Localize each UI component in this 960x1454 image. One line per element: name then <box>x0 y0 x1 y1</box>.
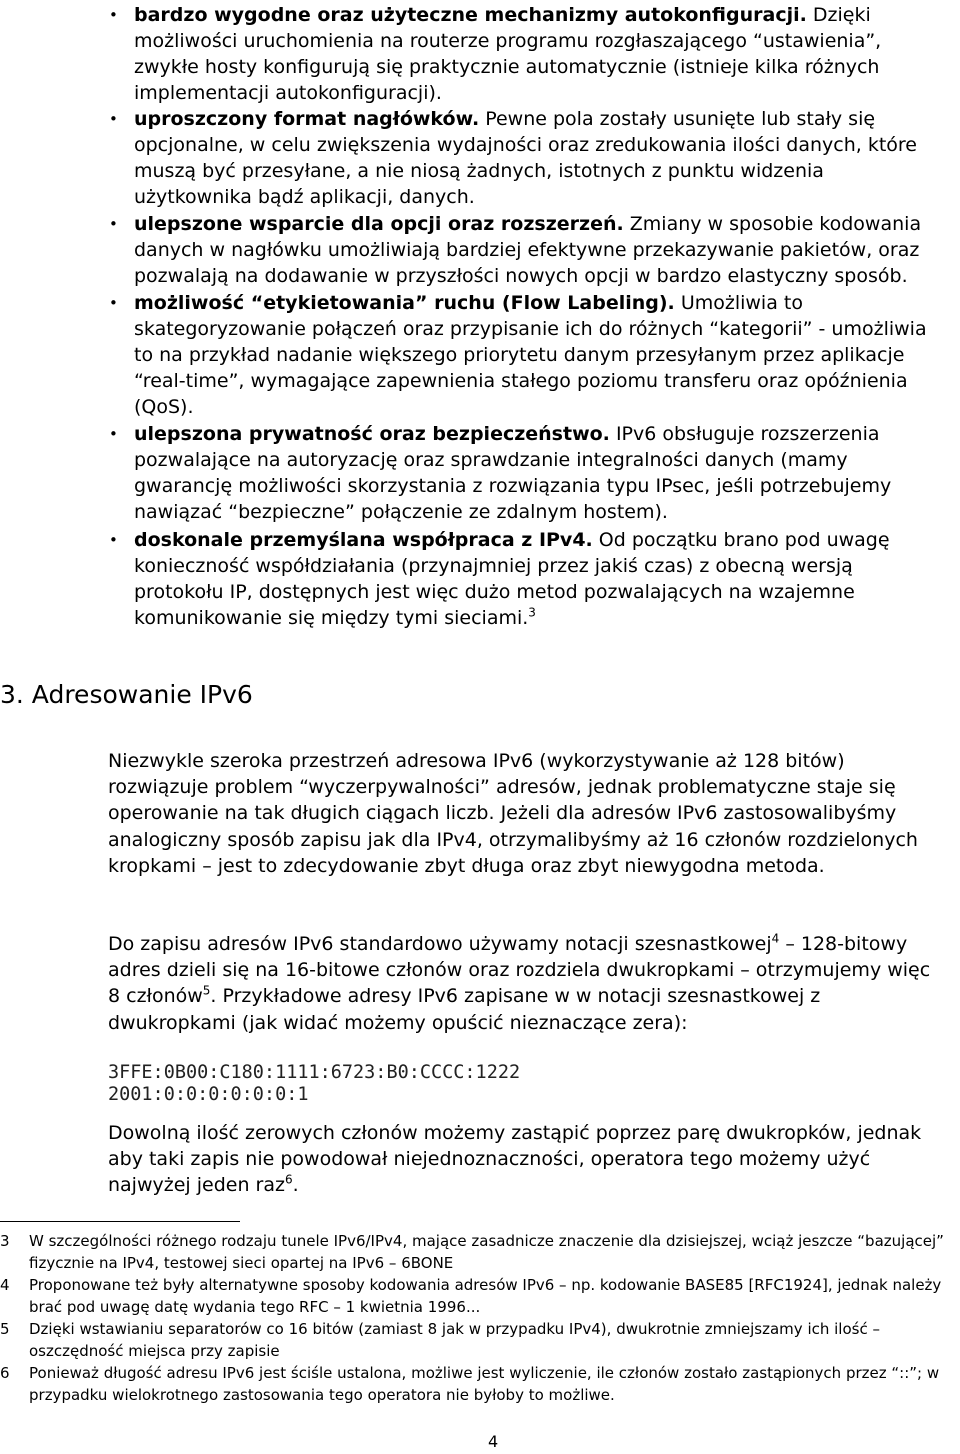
list-item <box>109 421 944 525</box>
footnote-reference: 5 <box>202 984 211 999</box>
page-number: 4 <box>488 1432 499 1451</box>
footnote-reference: 3 <box>528 605 536 620</box>
bullet-dot: • <box>109 110 118 128</box>
list-item-heading: bardzo wygodne oraz użyteczne mechanizmy autokonfiguracji. <box>134 4 807 26</box>
code-address-example: 2001:0:0:0:0:0:0:1 <box>108 1084 309 1105</box>
footnote-divider <box>0 1221 240 1222</box>
paragraph-zero-compression <box>108 1120 938 1199</box>
footnote-text: Dzięki wstawianiu separatorów co 16 bitów (zamiast 8 jak w przypadku IPv4), dwukrotnie zmniejszamy ich ilość – oszczędność miejsca przy zapisie <box>29 1320 880 1360</box>
footnote-text: Ponieważ długość adresu IPv6 jest ściśle ustalona, możliwe jest wyliczenie, ile członów zostało zastąpionych przez “::”; w przypadku wielokrotnego zastosowania tego operatora nie byłoby to możliwe. <box>29 1364 940 1404</box>
list-item-text: Zmiany w sposobie kodowania danych w nagłówku umożliwiają bardziej efektywne przekazywanie pakietów, oraz pozwalają na dodawanie w przyszłości nowych opcji w bardzo elastyczny sposób. <box>134 213 922 287</box>
footnote-reference: 4 <box>771 931 780 946</box>
paragraph-text: Do zapisu adresów IPv6 standardowo używamy notacji szesnastkowej <box>108 933 772 955</box>
paragraph-text: . <box>292 1174 299 1197</box>
paragraph-text: – 128-bitowy adres dzieli się na 16-bitowe członów oraz rozdziela dwukropkami – otrzymujemy więc 8 członów <box>108 933 931 1008</box>
list-item <box>109 527 944 631</box>
paragraph-hex-notation <box>108 931 938 1036</box>
bullet-dot: • <box>109 425 118 443</box>
list-item-text: IPv6 obsługuje rozszerzenia pozwalające na autoryzację oraz sprawdzanie integralności danych (mamy gwarancję możliwości skorzystania z rozwiązania typu IPsec, jeśli potrzebujemy nawiązać “bezpieczne” połączenie ze zdalnym hostem). <box>134 423 892 523</box>
list-item <box>109 2 944 106</box>
bullet-dot: • <box>109 531 118 549</box>
list-item-heading: uproszczony format nagłówków. <box>134 108 480 130</box>
paragraph-text: Dowolną ilość zerowych członów możemy zastąpić poprzez parę dwukropków, jednak aby taki zapis nie powodował niejednoznaczności, operatora tego możemy użyć najwyżej jeden raz <box>108 1122 922 1197</box>
list-item-text: Pewne pola zostały usunięte lub stały się opcjonalne, w celu zwiększenia wydajności oraz zredukowania ilości danych, które muszą być przesyłane, a nie niosą żadnych, istotnych z punktu widzenia użytkownika bądź aplikacji, danych. <box>134 108 917 208</box>
list-item-text: Dzięki możliwości uruchomienia na routerze programu rozgłaszającego “ustawienia”, zwykłe hosty konfigurują się praktycznie automatycznie (istnieje kilka różnych implementacji autokonfiguracji). <box>134 4 882 104</box>
list-item-text: Od początku brano pod uwagę konieczność współdziałania (przynajmniej przez jakiś czas) z obecną wersją protokołu IP, dostępnych jest więc dużo metod pozwalających na wzajemne komunikowanie się między tymi sieciami. <box>134 529 890 629</box>
code-address-example: 3FFE:0B00:C180:1111:6723:B0:CCCC:1222 <box>108 1062 521 1083</box>
paragraph-address-space: Niezwykle szeroka przestrzeń adresowa IPv6 (wykorzystywanie aż 128 bitów) rozwiązuje problem “wyczerpywalności” adresów, jednak problematyczne staje się operowanie na tak długich ciągach liczb. Jeżeli dla adresów IPv6 zastosowalibyśmy analogiczny sposób zapisu jak dla IPv4, otrzymalibyśmy aż 16 członów rozdzielonych kropkami – jest to zdecydowanie zbyt długa oraz zbyt niewygodna metoda. <box>108 750 918 877</box>
footnote-number: 5 <box>0 1320 10 1338</box>
list-item-heading: ulepszone wsparcie dla opcji oraz rozszerzeń. <box>134 213 624 235</box>
list-item-text: Umożliwia to skategoryzowanie połączeń oraz przypisanie ich do różnych “kategorii” - umożliwia to na przykład nadanie większego priorytetu danym przesyłanym przez aplikacje “real-time”, wymagające zapewnienia stałego poziomu transferu oraz opóźnienia (QoS). <box>134 292 927 418</box>
list-item <box>109 106 944 210</box>
footnote-reference: 6 <box>284 1173 293 1188</box>
bullet-dot: • <box>109 294 118 312</box>
footnote-text: W szczególności różnego rodzaju tunele IPv6/IPv4, mające zasadnicze znaczenie dla dzisiejszej, wciąż jeszcze “bazującej” fizycznie na IPv4, testowej sieci opartej na IPv6 – 6BONE <box>29 1232 944 1272</box>
list-item-heading: ulepszona prywatność oraz bezpieczeństwo. <box>134 423 610 445</box>
footnote-number: 3 <box>0 1232 10 1250</box>
bullet-dot: • <box>109 215 118 233</box>
list-item-heading: możliwość “etykietowania” ruchu (Flow Labeling). <box>134 292 675 314</box>
bullet-dot: • <box>109 6 118 24</box>
list-item <box>109 211 944 289</box>
list-item-heading: doskonale przemyślana współpraca z IPv4. <box>134 529 593 551</box>
footnote-number: 4 <box>0 1276 10 1294</box>
section-heading: 3. Adresowanie IPv6 <box>0 680 253 709</box>
footnote-number: 6 <box>0 1364 10 1382</box>
list-item <box>109 290 944 420</box>
footnote-text: Proponowane też były alternatywne sposoby kodowania adresów IPv6 – np. kodowanie BASE85 [RFC1924], jednak należy brać pod uwagę datę wydania tego RFC – 1 kwietnia 1996... <box>29 1276 942 1316</box>
paragraph-text: . Przykładowe adresy IPv6 zapisane w w notacji szesnastkowej z dwukropkami (jak widać możemy opuścić nieznaczące zera): <box>108 985 821 1034</box>
